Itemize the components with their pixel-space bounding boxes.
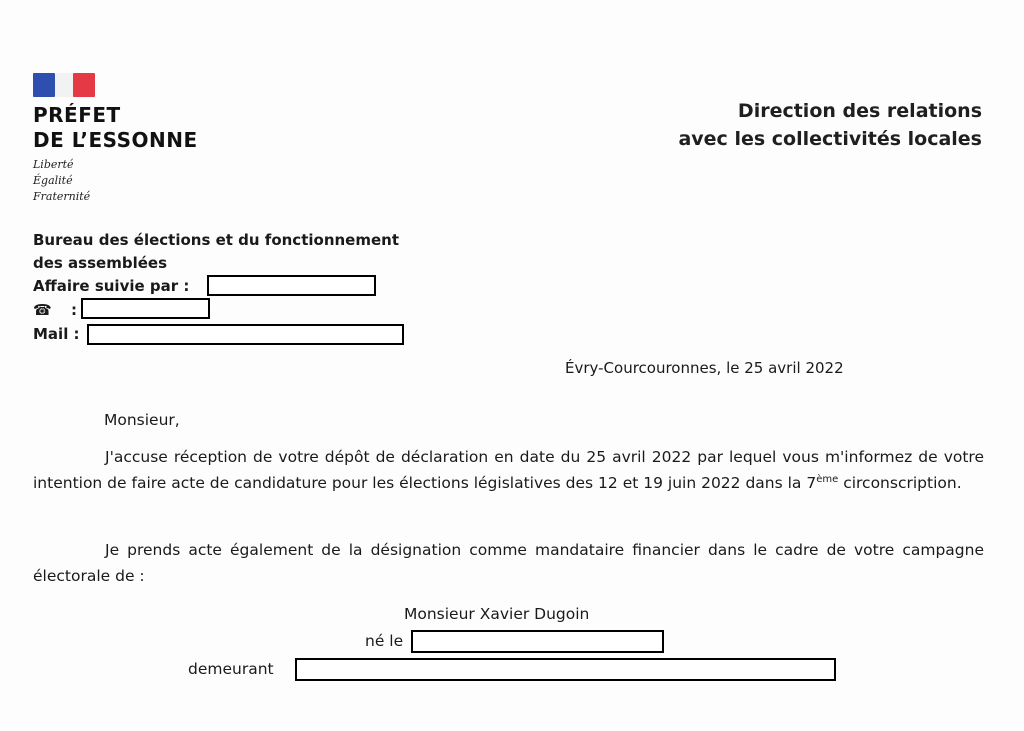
redacted-email bbox=[87, 324, 404, 345]
mail-label: Mail : bbox=[33, 325, 80, 343]
phone-separator: : bbox=[71, 301, 77, 319]
bureau-title-line2: des assemblées bbox=[33, 254, 167, 272]
bureau-title-line1: Bureau des élections et du fonctionnement bbox=[33, 231, 399, 249]
redacted-contact-name bbox=[207, 275, 376, 296]
born-label: né le bbox=[365, 632, 404, 650]
direction-heading: Direction des relations avec les collectivités locales bbox=[678, 100, 982, 150]
marianne-flag-logo bbox=[33, 73, 95, 97]
mail-row bbox=[33, 323, 399, 347]
redacted-birth-date bbox=[411, 630, 664, 653]
residing-label: demeurant bbox=[188, 660, 274, 678]
phone-icon: ☎ bbox=[33, 301, 52, 319]
affaire-label: Affaire suivie par : bbox=[33, 277, 190, 295]
prefecture-name: PRÉFET DE L’ESSONNE bbox=[33, 103, 198, 152]
redacted-phone bbox=[81, 298, 210, 319]
paragraph-2: Je prends acte également de la désignation comme mandataire financier dans le cadre de votre campagne électorale de : bbox=[33, 541, 984, 585]
person-name: Monsieur Xavier Dugoin bbox=[404, 605, 590, 623]
phone-row bbox=[33, 299, 399, 323]
bureau-block bbox=[33, 229, 399, 347]
paragraph-1: J'accuse réception de votre dépôt de déclaration en date du 25 avril 2022 par lequel vous m'informez de votre intention de faire acte de candidature pour les élections législatives des 12 et 19 juin 2022 dans la 7ème circonscription. bbox=[33, 448, 984, 492]
republic-motto: Liberté Égalité Fraternité bbox=[33, 158, 91, 203]
dateline: Évry-Courcouronnes, le 25 avril 2022 bbox=[565, 359, 844, 377]
salutation: Monsieur, bbox=[104, 411, 180, 429]
redacted-address bbox=[295, 658, 836, 681]
affaire-row bbox=[33, 275, 399, 299]
